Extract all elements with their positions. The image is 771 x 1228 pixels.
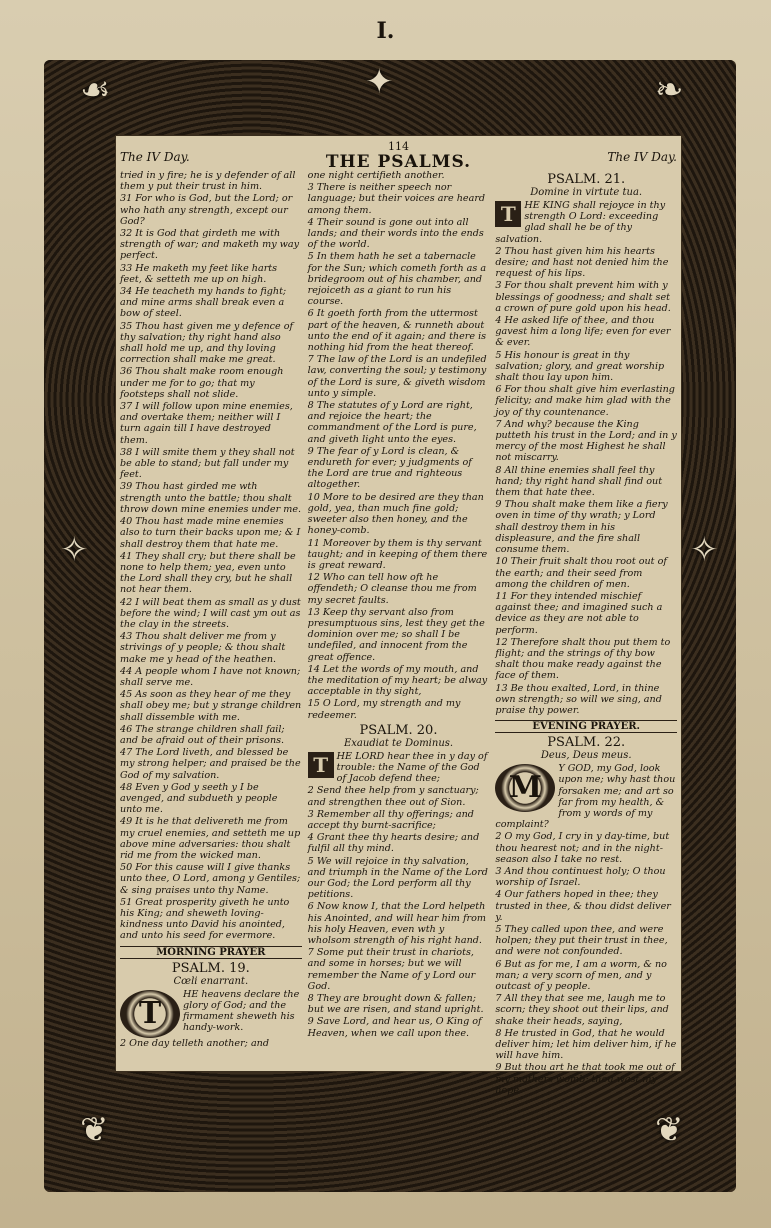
verse: 9 But thou art he that took me out of my mothers womb; thou wast my hope <box>495 1062 675 1096</box>
verse: 34 He teacheth my hands to fight; and mine arms shall break even a bow of steel. <box>120 286 287 320</box>
cherub-icon: ☙ <box>80 70 111 110</box>
verse: 37 I will follow upon mine enemies, and overtake them; neither will I turn again till I have destroyed them. <box>120 401 293 446</box>
verse: 13 Keep thy servant also from presumptuous sins, lest they get the dominion over me; so shall I be undefiled, and innocent from the great offence. <box>307 606 485 663</box>
verse: 42 I will beat them as small as y dust before the wind; I will cast ym out as the clay in the streets. <box>120 596 301 630</box>
ornamental-initial: M <box>495 764 555 812</box>
verse: 11 For they intended mischief against thee; and imagined such a device as they are not able to perform. <box>495 590 663 636</box>
psalm-title: PSALM. 22. <box>547 735 626 751</box>
verse: 4 Their sound is gone out into all lands; and their words into the ends of the world. <box>307 216 484 251</box>
header-right: The IV Day. <box>607 150 677 164</box>
verse: 8 The statutes of y Lord are right, and rejoice the heart; the commandment of the Lord is pure, and giveth light unto the eyes. <box>307 400 477 445</box>
ornamental-initial: T <box>495 201 521 227</box>
verse: 3 There is neither speech nor language; but their voices are heard among them. <box>307 182 486 216</box>
verse: 6 Now know I, that the Lord helpeth his Anointed, and will hear him from his holy Heaven, even wth y wholsom strength of his right hand. <box>307 901 486 946</box>
verse: 6 For thou shalt give him everlasting felicity; and make him glad with the joy of thy countenance. <box>495 384 675 418</box>
verse: 9 The fear of y Lord is clean, & endureth for ever; y judgments of the Lord are true and righteous altogether. <box>307 445 472 491</box>
verse: 12 Therefore shalt thou put them to flight; and the strings of thy bow shalt thou make ready against the face of them. <box>495 636 671 682</box>
verse: 7 All they that see me, laugh me to scorn; they shoot out their lips, and shake their heads, saying, <box>495 993 669 1027</box>
verse: 32 It is God that girdeth me with strength of war; and maketh my way perfect. <box>120 228 300 262</box>
verse: 33 He maketh my feet like harts feet, & setteth me up on high. <box>120 262 278 285</box>
verse: 50 For this cause will I give thanks unto thee, O Lord, among y Gentiles; & sing praises unto thy Name. <box>120 862 301 896</box>
verse: 5 We will rejoice in thy salvation, and triumph in the Name of the Lord our God; the Lord perform all thy petitions. <box>307 855 488 901</box>
verse: 2 Thou hast given him his hearts desire; and hast not denied him the request of his lips. <box>495 245 669 280</box>
verse: HE heavens declare the glory of God; and the firmament sheweth his handy-work. <box>183 988 300 1034</box>
verse: 13 Be thou exalted, Lord, in thine own strength; so will we sing, and praise thy power. <box>495 682 662 716</box>
folio-number: 114 <box>388 140 409 153</box>
verse: 8 They are brought down & fallen; but we are risen, and stand upright. <box>307 993 484 1016</box>
verse: 3 And thou continuest holy; O thou worship of Israel. <box>495 865 666 889</box>
dove-icon: ✦ <box>365 62 394 102</box>
verse: 7 Some put their trust in chariots, and some in horses; but we will remember the Name of y Lord our God. <box>307 947 476 992</box>
cherub-icon: ❦ <box>80 1110 109 1150</box>
verse: 7 And why? because the King putteth his trust in the Lord; and in y mercy of the most Highest he shall not miscarry. <box>495 418 677 464</box>
text-block <box>115 135 682 1096</box>
psalm-title: PSALM. 20. <box>359 722 438 738</box>
running-header <box>116 140 681 172</box>
verse: 5 His honour is great in thy salvation; glory, and great worship shalt thou lay upon him. <box>495 349 665 384</box>
verse-list <box>308 170 490 721</box>
cherub-icon: ❦ <box>655 1110 684 1150</box>
verse: 48 Even y God y seeth y I be avenged, and subdueth y people unto me. <box>120 781 278 816</box>
verse: 3 Remember all thy offerings; and accept thy burnt-sacrifice; <box>307 808 474 831</box>
verse: 43 Thou shalt deliver me from y strivings of y people; & thou shalt make me y head of the heathen. <box>120 631 286 665</box>
verse: one night certifieth another. <box>307 170 445 181</box>
verse: 39 Thou hast girded me wth strength unto the battle; thou shalt throw down mine enemies under me. <box>120 481 302 515</box>
verse: 5 In them hath he set a tabernacle for the Sun; which cometh forth as a bridegroom out of his chamber, and rejoiceth as a giant to run his course. <box>307 251 487 308</box>
verse: 8 All thine enemies shall feel thy hand; thy right hand shall find out them that hate thee. <box>495 464 663 499</box>
verse-list <box>495 246 677 716</box>
verse: 6 It goeth forth from the uttermost part of the heaven, & runneth about unto the end of it again; and there is nothing hid from the heat thereof. <box>307 308 487 354</box>
verse: 5 They called upon thee, and were holpen; they put their trust in thee, and were not confounded. <box>495 923 668 958</box>
verse: 4 Grant thee thy hearts desire; and fulfil all thy mind. <box>307 832 480 855</box>
verse: 46 The strange children shall fail; and be afraid out of their prisons. <box>120 723 285 746</box>
book-title: THE PSALMS. <box>325 152 472 172</box>
verse: 12 Who can tell how oft he offendeth; O cleanse thou me from my secret faults. <box>307 572 477 606</box>
verse: 14 Let the words of my mouth, and the meditation of my heart; be alway acceptable in thy sight, <box>307 663 488 698</box>
verse: 2 Send thee help from y sanctuary; and strengthen thee out of Sion. <box>307 785 479 808</box>
cherub-icon: ❧ <box>655 70 684 110</box>
verse: tried in y fire; he is y defender of all them y put their trust in him. <box>120 170 296 193</box>
verse: 2 One day telleth another; and <box>120 1037 269 1049</box>
column-1 <box>120 170 302 1067</box>
section-heading: MORNING PRAYER <box>120 946 302 959</box>
psalm-latin-incipit: Exaudiat te Dominus. <box>343 737 454 749</box>
verse: Y GOD, my God, look upon me; why hast thou forsaken me; and art so far from my health, & from y words of my complaint? <box>495 763 676 831</box>
verse: 11 Moreover by them is thy servant taught; and in keeping of them there is great reward. <box>307 537 488 571</box>
verse: 8 He trusted in God, that he would deliver him; let him deliver him, if he will have him. <box>495 1027 677 1062</box>
verse-list <box>120 170 302 942</box>
verse: 6 But as for me, I am a worm, & no man; a very scorn of men, and y outcast of y people. <box>495 958 667 992</box>
ornamental-initial: T <box>120 990 180 1038</box>
verse: 9 Thou shalt make them like a fiery oven in time of thy wrath; y Lord shall destroy them in his displeasure, and the fire shall consume them. <box>495 499 668 556</box>
verse: 44 A people whom I have not known; shall serve me. <box>120 665 301 688</box>
angel-icon: ✧ <box>690 530 719 570</box>
column-2 <box>308 170 490 1067</box>
verse: HE LORD hear thee in y day of trouble: the Name of the God of Jacob defend thee; <box>336 750 488 785</box>
psalm-latin-incipit: Domine in virtute tua. <box>530 187 643 198</box>
verse: 2 O my God, I cry in y day-time, but thou hearest not; and in the night-season also I take no rest. <box>495 831 670 865</box>
verse: 9 Save Lord, and hear us, O King of Heaven, when we call upon thee. <box>307 1016 482 1039</box>
angel-icon: ✧ <box>60 530 89 570</box>
verse: 10 More to be desired are they than gold, yea, than much fine gold; sweeter also then honey, and the honey-comb. <box>307 491 484 537</box>
verse: 35 Thou hast given me y defence of thy salvation; thy right hand also shall hold me up, and thy loving correction shall make me great. <box>120 320 294 366</box>
verse: 47 The Lord liveth, and blessed be my strong helper; and praised be the God of my salvation. <box>120 747 301 781</box>
verse: 4 Our fathers hoped in thee; they trusted in thee, & thou didst deliver y. <box>495 889 671 923</box>
psalm-latin-incipit: Deus, Deus meus. <box>540 750 632 762</box>
verse: 51 Great prosperity giveth he unto his King; and sheweth loving-kindness unto David his anointed, and unto his seed for evermore. <box>120 896 290 942</box>
verse: 40 Thou hast made mine enemies also to turn their backs upon me; & I shall destroy them that hate me. <box>120 516 301 550</box>
psalm-title: PSALM. 19. <box>171 960 250 976</box>
verse: 38 I will smite them y they shall not be able to stand; but fall under my feet. <box>120 446 295 481</box>
psalm-latin-incipit: Cœli enarrant. <box>173 975 249 987</box>
section-heading: EVENING PRAYER. <box>495 720 677 733</box>
verse: 10 Their fruit shalt thou root out of the earth; and their seed from among the children of men. <box>495 556 667 590</box>
page-number: I. <box>376 18 395 44</box>
verse-list <box>495 831 677 1096</box>
column-3 <box>495 170 677 1096</box>
verse: 4 He asked life of thee, and thou gavest him a long life; even for ever & ever. <box>495 315 671 349</box>
header-left: The IV Day. <box>120 150 190 164</box>
verse: 31 For who is God, but the Lord; or who hath any strength, except our God? <box>120 193 293 227</box>
verse: 15 O Lord, my strength and my redeemer. <box>307 698 461 721</box>
verse: 7 The law of the Lord is an undefiled law, converting the soul; y testimony of the Lord is sure, & giveth wisdom unto y simple. <box>307 354 487 399</box>
verse-list <box>308 785 490 1038</box>
verse: 41 They shall cry; but there shall be none to help them; yea, even unto the Lord shall they cry, but he shall not hear them. <box>120 550 296 596</box>
verse: 49 It is he that delivereth me from my cruel enemies, and setteth me up above mine adversaries: thou shalt rid me from the wicked man. <box>120 816 301 861</box>
verse: 3 For thou shalt prevent him with y blessings of goodness; and shalt set a crown of pure gold upon his head. <box>495 280 671 314</box>
verse: 45 As soon as they hear of me they shall obey me; but y strange children shall dissemble with me. <box>120 689 302 723</box>
ornamental-initial: T <box>308 752 334 778</box>
verse: 36 Thou shalt make room enough under me for to go; that my footsteps shall not slide. <box>120 366 284 400</box>
verse: HE KING shall rejoyce in thy strength O Lord: exceeding glad shall he be of thy salvation. <box>495 200 666 245</box>
psalm-title: PSALM. 21. <box>547 172 626 187</box>
